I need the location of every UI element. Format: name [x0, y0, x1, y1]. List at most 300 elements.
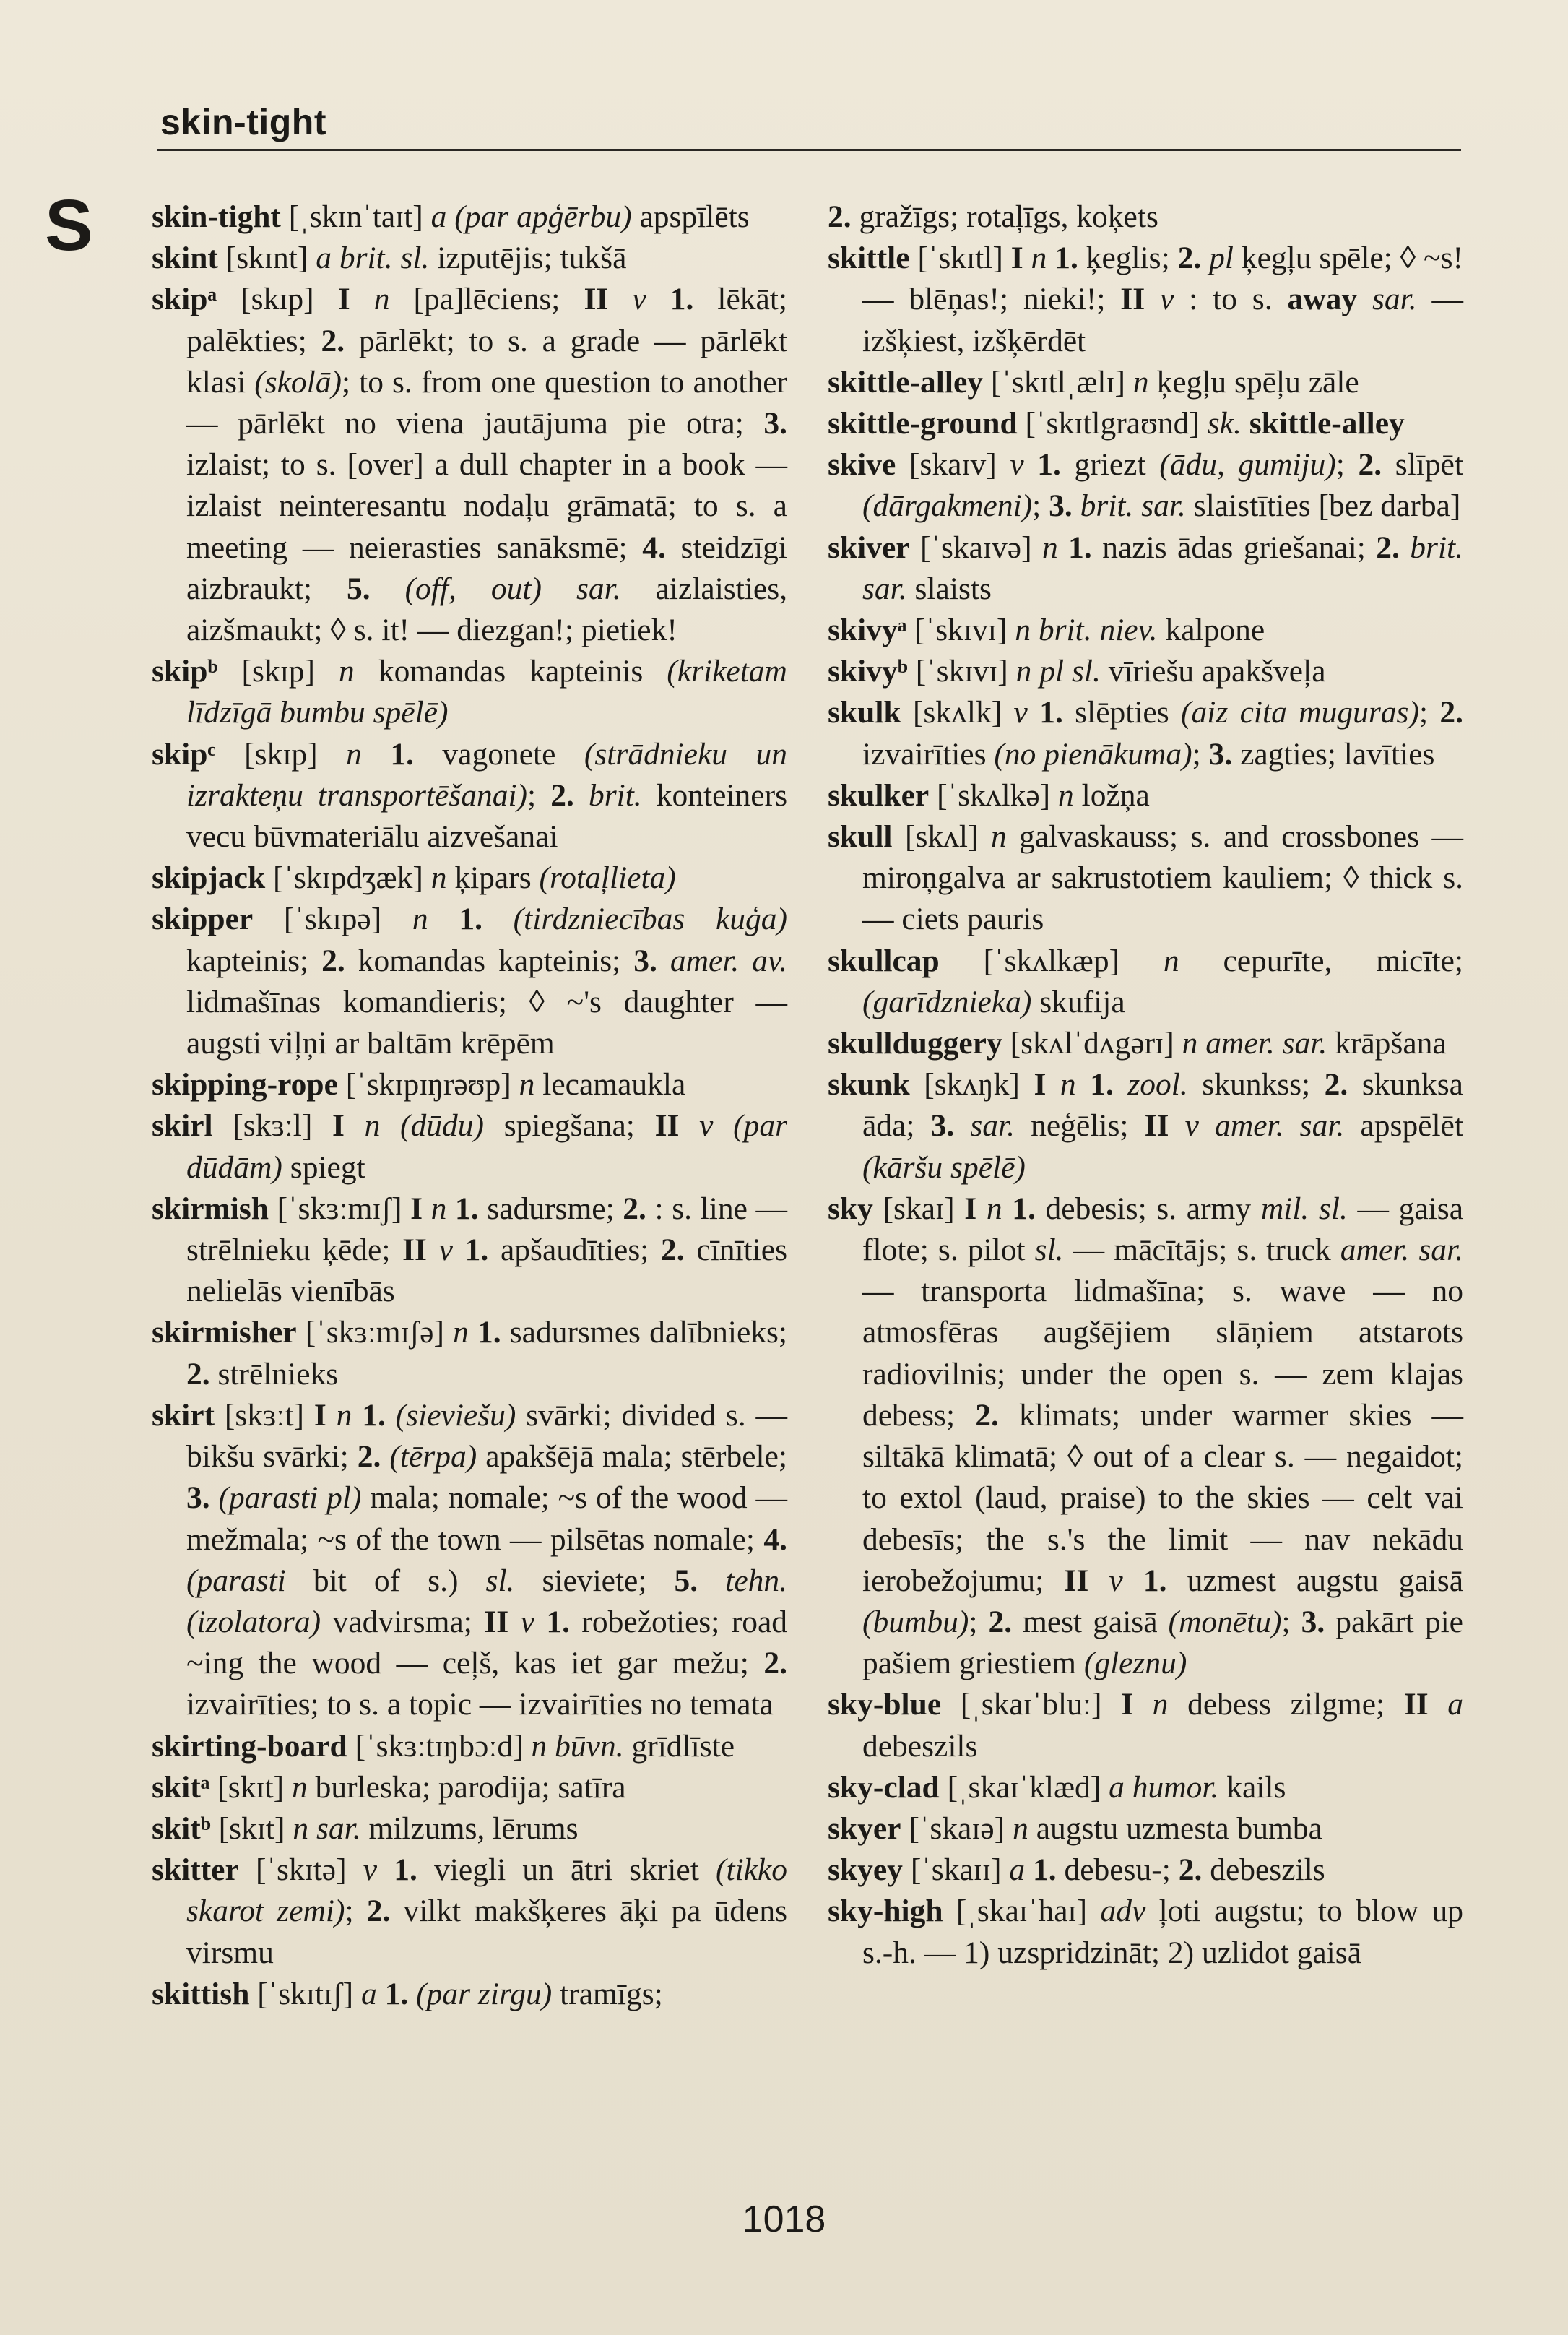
- left-column: [152, 197, 787, 2015]
- entry-text: brit. sar.: [862, 530, 1464, 606]
- entry-text: aizlaisties, aizšmaukt; ◊ s. it! — diezgan!; pietiek!: [186, 571, 788, 648]
- entry-text: v: [1013, 695, 1028, 730]
- entry-text: [skɪnt]: [217, 241, 316, 276]
- entry-text: [skʌl]: [892, 819, 991, 855]
- entry-text: 1.: [446, 1191, 479, 1226]
- entry-text: 2.: [1177, 241, 1202, 276]
- entry-text: lecamaukla: [534, 1067, 686, 1102]
- entry-text: [ˈskɪvɪ]: [906, 613, 1015, 648]
- entry-text: n: [1023, 241, 1047, 276]
- entry-text: kalpone: [1157, 613, 1265, 648]
- entry-text: debeszils: [862, 1728, 978, 1764]
- entry-text: 5.: [674, 1563, 698, 1598]
- entry-text: n brit. niev.: [1015, 613, 1158, 648]
- entry-text: zool.: [1113, 1067, 1188, 1102]
- entry-text: izvairīties; to s. a topic — izvairīties no temata: [186, 1687, 774, 1722]
- entry-text: a humor.: [1109, 1769, 1219, 1805]
- headword: skipjack: [152, 860, 266, 896]
- entry-text: slaistīties [bez darba]: [1185, 488, 1461, 524]
- entry-text: [ˈskɪtlgraʊnd]: [1017, 406, 1208, 441]
- entry-text: 1.: [428, 902, 482, 937]
- dictionary-entry: [152, 1850, 787, 1974]
- headword: skint: [152, 241, 218, 276]
- entry-text: mil. sl.: [1260, 1191, 1348, 1226]
- entry-text: [skɪt]: [209, 1769, 292, 1805]
- headword: skitᵇ: [152, 1810, 211, 1846]
- headword: sky-clad: [828, 1769, 940, 1805]
- entry-text: 3.: [763, 406, 787, 441]
- entry-text: ķipars: [446, 860, 540, 896]
- entry-text: 1.: [1023, 447, 1061, 483]
- entry-text: spiegt: [282, 1149, 365, 1185]
- entry-text: [skɪp]: [217, 282, 338, 317]
- headword: skiver: [828, 530, 910, 565]
- entry-text: 1.: [646, 282, 694, 317]
- entry-text: skunksa āda;: [862, 1067, 1463, 1144]
- entry-text: 1.: [452, 1233, 489, 1268]
- headword: skipper: [152, 902, 254, 937]
- entry-text: a: [361, 1976, 377, 2011]
- entry-text: v: [1010, 447, 1024, 483]
- entry-text: (monētu): [1168, 1604, 1282, 1639]
- entry-text: ķegļu spēļu zāle: [1148, 364, 1359, 400]
- entry-text: I: [313, 1397, 326, 1433]
- dictionary-entry: [152, 651, 787, 733]
- entry-text: bit of s.): [285, 1563, 486, 1598]
- entry-text: v: [1088, 1563, 1123, 1598]
- entry-text: pl: [1201, 241, 1234, 276]
- entry-text: [ˈskɪtɪʃ]: [249, 1976, 362, 2011]
- entry-text: 3.: [930, 1108, 955, 1144]
- entry-text: 2.: [1358, 447, 1382, 483]
- entry-text: steidzīgi aizbraukt;: [186, 530, 787, 606]
- entry-text: debesis; s. army: [1035, 1191, 1261, 1226]
- entry-text: slīpēt: [1382, 447, 1464, 483]
- entry-text: (dārgakmeni): [862, 488, 1033, 524]
- entry-text: n: [1132, 364, 1149, 400]
- dictionary-entry: [152, 197, 787, 238]
- headword: skullcap: [828, 943, 940, 978]
- entry-text: (ādu, gumiju): [1159, 447, 1336, 483]
- entry-text: n: [1046, 1067, 1076, 1102]
- entry-text: sar.: [1357, 282, 1417, 317]
- dictionary-entry: [828, 610, 1463, 651]
- dictionary-entry: [828, 1023, 1463, 1064]
- entry-text: v: [426, 1233, 453, 1268]
- dictionary-entry: [828, 197, 1463, 238]
- entry-text: 2.: [321, 323, 345, 358]
- section-letter: S: [45, 185, 93, 266]
- entry-text: amer. av.: [657, 943, 787, 978]
- headword: sky-high: [828, 1894, 943, 1929]
- entry-text: nazis ādas griešanai;: [1091, 530, 1377, 565]
- entry-text: skunkss;: [1187, 1067, 1325, 1102]
- entry-text: [skʌlˈdʌgərɪ]: [1002, 1026, 1182, 1061]
- entry-text: milzums, lērums: [360, 1810, 579, 1846]
- entry-text: apspīlēts: [631, 199, 750, 234]
- entry-text: tramīgs;: [552, 1976, 663, 2011]
- entry-text: [skɪp]: [217, 654, 339, 689]
- entry-text: [ˈskɪvɪ]: [907, 654, 1016, 689]
- headword: skirmisher: [152, 1315, 297, 1350]
- entry-text: augstu uzmesta bumba: [1028, 1810, 1322, 1846]
- entry-text: skufija: [1031, 984, 1125, 1019]
- entry-text: 1.: [376, 1976, 409, 2011]
- entry-text: izputējis; tukšā: [429, 241, 627, 276]
- entry-text: tehn. (izolatora): [186, 1563, 788, 1639]
- dictionary-entry: [828, 403, 1463, 444]
- entry-text: n: [423, 1191, 447, 1226]
- entry-text: 2.: [366, 1894, 391, 1929]
- entry-text: ķegļu spēle; ◊ ~s! — blēņas!; nieki!;: [862, 241, 1464, 317]
- dictionary-entry: [828, 816, 1463, 941]
- entry-text: sadursme;: [478, 1191, 623, 1226]
- entry-text: spiegšana;: [484, 1108, 655, 1144]
- dictionary-entry: [152, 1105, 787, 1188]
- dictionary-entry: [828, 238, 1463, 362]
- entry-text: n: [453, 1315, 469, 1350]
- headword: sky: [828, 1191, 873, 1226]
- entry-text: n: [430, 860, 447, 896]
- entry-text: v: [508, 1604, 534, 1639]
- entry-text: pārlēkt; to s. a grade — pārlēkt klasi: [186, 323, 787, 400]
- entry-text: zagties; lavīties: [1232, 736, 1435, 772]
- entry-text: sl.: [1034, 1233, 1064, 1268]
- entry-text: apspēlēt: [1344, 1108, 1463, 1144]
- entry-text: slēpties: [1062, 695, 1181, 730]
- entry-text: 1.: [468, 1315, 501, 1350]
- entry-text: 1.: [361, 736, 414, 772]
- entry-text: (bumbu): [862, 1604, 969, 1639]
- entry-text: [ˈskɜːmɪʃə]: [296, 1315, 454, 1350]
- entry-text: n: [1013, 1810, 1028, 1846]
- entry-text: 1.: [1025, 1852, 1057, 1888]
- dictionary-entry: [828, 1188, 1463, 1684]
- entry-text: I: [1010, 241, 1023, 276]
- entry-text: a (par apģērbu): [430, 199, 632, 234]
- entry-text: (no pienākuma): [994, 736, 1192, 772]
- entry-text: 2.: [975, 1397, 999, 1433]
- entry-text: II: [1120, 282, 1145, 317]
- entry-text: [ˌskɪnˈtaɪt]: [280, 199, 431, 234]
- entry-text: ; to s. from one question to another — pārlēkt no viena jautājuma pie otra;: [186, 364, 787, 441]
- dictionary-entry: [152, 238, 787, 279]
- entry-text: ;: [1192, 736, 1209, 772]
- dictionary-entry: [152, 1064, 787, 1105]
- entry-text: [skaɪ]: [872, 1191, 965, 1226]
- entry-text: II: [402, 1233, 427, 1268]
- entry-text: away: [1287, 282, 1358, 317]
- entry-text: vīriešu apakšveļa: [1100, 654, 1326, 689]
- entry-text: sk.: [1207, 406, 1242, 441]
- entry-text: 2.: [321, 943, 345, 978]
- entry-text: [skaɪv]: [896, 447, 1010, 483]
- entry-text: n: [990, 819, 1007, 855]
- entry-text: ķeglis;: [1078, 241, 1178, 276]
- entry-text: I: [1121, 1687, 1134, 1722]
- dictionary-entry: [828, 1808, 1463, 1850]
- dictionary-entry: [152, 899, 787, 1064]
- entry-text: vilkt makšķeres āķi pa ūdens virsmu: [186, 1894, 787, 1970]
- entry-text: mala; nomale; ~s of the wood — mežmala; ~s of the town — pilsētas nomale;: [186, 1480, 787, 1557]
- entry-text: [ˈskɪtl]: [909, 241, 1011, 276]
- entry-text: 2.: [828, 199, 852, 234]
- entry-text: I: [410, 1191, 423, 1226]
- entry-text: 3.: [633, 943, 657, 978]
- entry-text: II: [484, 1604, 509, 1639]
- entry-text: v: [1145, 282, 1174, 317]
- entry-text: svārki; divided s. — bikšu svārki;: [186, 1397, 787, 1475]
- headword: skirting-board: [152, 1728, 347, 1764]
- entry-text: (tirdzniecības kuģa): [482, 902, 788, 937]
- entry-text: v (par dūdām): [186, 1108, 787, 1185]
- entry-text: sar.: [954, 1108, 1015, 1144]
- headword: skullduggery: [828, 1026, 1002, 1061]
- entry-text: sieviete;: [514, 1563, 675, 1598]
- entry-text: : s. line — strēlnieku ķēde;: [186, 1191, 788, 1268]
- entry-text: debeszils: [1202, 1852, 1325, 1888]
- entry-text: 3.: [1208, 736, 1233, 772]
- dictionary-entry: [828, 1064, 1463, 1188]
- entry-text: II: [584, 282, 609, 317]
- entry-text: — transporta lidmašīna; s. wave — no atmosfēras augšējiem slāņiem atstarots radiovilnis; under the open s. — zem klajas debess;: [862, 1274, 1463, 1433]
- entry-text: viegli un ātri skriet: [417, 1852, 716, 1888]
- headword: skunk: [828, 1067, 910, 1102]
- entry-text: komandas kapteinis;: [345, 943, 634, 978]
- entry-text: n: [326, 1397, 352, 1433]
- entry-text: [ˈskɜːmɪʃ]: [268, 1191, 411, 1226]
- entry-text: n: [350, 282, 390, 317]
- entry-text: ;: [345, 1894, 367, 1929]
- entry-text: 1.: [377, 1852, 417, 1888]
- entry-text: [ˌskaɪˈhaɪ]: [943, 1894, 1101, 1929]
- entry-text: — gaisa flote; s. pilot: [862, 1191, 1464, 1268]
- entry-text: [ˈskɪpdʒæk]: [265, 860, 431, 896]
- entry-text: — mācītājs; s. truck: [1063, 1233, 1340, 1268]
- entry-text: [skɪp]: [215, 736, 347, 772]
- entry-text: lidmašīnas komandieris; ◊ ~'s daughter — augsti viļņi ar baltām krēpēm: [186, 984, 787, 1061]
- entry-text: II: [1403, 1687, 1429, 1722]
- entry-text: ;: [1418, 695, 1440, 730]
- entry-text: brit. sar.: [1072, 488, 1186, 524]
- headword: skin-tight: [152, 199, 281, 234]
- entry-text: n: [976, 1191, 1002, 1226]
- entry-text: n: [519, 1067, 535, 1102]
- entry-text: n amer. sar.: [1182, 1026, 1327, 1061]
- headword: skitᵃ: [152, 1769, 210, 1805]
- entry-text: [ˈskaɪə]: [901, 1810, 1013, 1846]
- dictionary-entry: [152, 279, 787, 651]
- entry-text: I: [337, 282, 350, 317]
- headword: skipping-rope: [152, 1067, 338, 1102]
- entry-text: n būvn.: [531, 1728, 624, 1764]
- entry-text: brit.: [573, 777, 642, 813]
- entry-text: (garīdznieka): [862, 984, 1032, 1019]
- headword: skull: [828, 819, 893, 855]
- entry-text: neģēlis;: [1015, 1108, 1145, 1144]
- entry-text: ;: [527, 777, 551, 813]
- entry-text: vadvirsma;: [321, 1604, 485, 1639]
- entry-text: (strādnieku un izrakteņu transportēšanai): [186, 736, 787, 813]
- dictionary-entry: [828, 1850, 1463, 1891]
- entry-text: II: [1144, 1108, 1169, 1144]
- headword: skirl: [152, 1108, 213, 1144]
- headword: sky-blue: [828, 1687, 942, 1722]
- entry-text: krāpšana: [1327, 1026, 1447, 1061]
- entry-text: 1.: [1047, 241, 1078, 276]
- dictionary-entry: [152, 1312, 787, 1394]
- entry-text: (rotaļlieta): [539, 860, 676, 896]
- entry-text: II: [1064, 1563, 1089, 1598]
- dictionary-entry: [828, 941, 1463, 1023]
- entry-text: [ˈskaɪɪ]: [902, 1852, 1010, 1888]
- entry-text: amer. sar.: [1340, 1233, 1463, 1268]
- headword: skulk: [828, 695, 901, 730]
- headword: skittle-ground: [828, 406, 1018, 441]
- entry-text: 4.: [642, 530, 666, 565]
- entry-text: [ˌskaɪˈbluː]: [941, 1687, 1122, 1722]
- entry-text: (skolā): [254, 364, 342, 400]
- entry-text: 1.: [1122, 1563, 1167, 1598]
- entry-text: burleska; parodija; satīra: [307, 1769, 626, 1805]
- entry-text: izlaist; to s. [over] a dull chapter in a book — izlaist neinteresantu nodaļu grāmatā; to s. a meeting — neierasties sanāksmē;: [186, 447, 787, 565]
- dictionary-entry: [828, 362, 1463, 403]
- entry-text: n: [1058, 777, 1074, 813]
- headword: skittle: [828, 241, 910, 276]
- dictionary-entry: [828, 775, 1463, 816]
- entry-text: 2.: [988, 1604, 1013, 1639]
- entry-text: a: [1009, 1852, 1026, 1888]
- entry-text: 2.: [623, 1191, 646, 1226]
- entry-text: (tikko skarot zemi): [186, 1852, 787, 1929]
- entry-text: [skɜːt]: [215, 1397, 314, 1433]
- entry-text: a brit. sl.: [316, 241, 430, 276]
- dictionary-entry: [152, 1767, 787, 1808]
- entry-text: 1.: [1075, 1067, 1114, 1102]
- entry-text: [skɜːl]: [212, 1108, 333, 1144]
- header-rule: [157, 149, 1461, 151]
- headword: skivyᵃ: [828, 613, 907, 648]
- entry-text: strēlnieks: [209, 1356, 339, 1391]
- entry-text: [pa]lēciens;: [389, 282, 584, 317]
- entry-text: 3.: [1301, 1604, 1325, 1639]
- entry-text: (par zirgu): [408, 1976, 553, 2011]
- entry-text: (kāršu spēlē): [862, 1149, 1026, 1185]
- headword: skipᵃ: [152, 282, 217, 317]
- entry-text: (off, out) sar.: [370, 571, 621, 606]
- entry-text: I: [1034, 1067, 1047, 1102]
- entry-text: ;: [969, 1604, 989, 1639]
- entry-text: n: [412, 902, 428, 937]
- entry-text: slaists: [906, 571, 992, 606]
- entry-text: (kriketam līdzīgā bumbu spēlē): [186, 654, 787, 730]
- entry-text: galvaskauss; s. and crossbones — miroņgalva ar sakrustotiem kauliem; ◊ thick s. — ciets pauris: [862, 819, 1463, 937]
- dictionary-entry: [828, 1684, 1463, 1766]
- headword: skyey: [828, 1852, 903, 1888]
- entry-text: 2.: [763, 1646, 787, 1681]
- entry-text: v: [363, 1852, 378, 1888]
- entry-text: ļoti augstu; to blow up s.-h. — 1) uzspridzināt; 2) uzlidot gaisā: [862, 1894, 1463, 1970]
- dictionary-entry: [152, 1188, 787, 1313]
- entry-text: 1.: [352, 1397, 386, 1433]
- entry-text: debess zilgme;: [1168, 1687, 1404, 1722]
- entry-text: ;: [1335, 447, 1359, 483]
- entry-text: 2.: [550, 777, 574, 813]
- headword: skyer: [828, 1810, 901, 1846]
- dictionary-entry: [828, 1891, 1463, 1973]
- entry-text: 2.: [186, 1356, 210, 1391]
- entry-text: sadursmes dalībnieks;: [501, 1315, 788, 1350]
- entry-text: gražīgs; rotaļīgs, koķets: [851, 199, 1158, 234]
- entry-text: apšaudīties;: [488, 1233, 662, 1268]
- entry-text: [skʌŋk]: [909, 1067, 1034, 1102]
- entry-text: grīdlīste: [623, 1728, 735, 1764]
- entry-text: n: [339, 654, 355, 689]
- dictionary-entry: [828, 692, 1463, 774]
- dictionary-entry: [152, 1726, 787, 1767]
- entry-text: [skɪt]: [210, 1810, 293, 1846]
- entry-text: debesu-;: [1056, 1852, 1179, 1888]
- headword: skittle-alley: [1241, 406, 1405, 441]
- headword: skittle-alley: [828, 364, 984, 400]
- entry-text: 1.: [1002, 1191, 1036, 1226]
- entry-text: 4.: [763, 1522, 787, 1557]
- entry-text: 2.: [661, 1233, 685, 1268]
- entry-text: [ˈskɪtə]: [238, 1852, 363, 1888]
- entry-text: 2.: [1324, 1067, 1348, 1102]
- entry-text: n pl sl.: [1015, 654, 1101, 689]
- entry-text: I: [332, 1108, 345, 1144]
- entry-text: [skʌlk]: [901, 695, 1014, 730]
- headword: skitter: [152, 1852, 239, 1888]
- entry-text: n sar.: [293, 1810, 361, 1846]
- entry-text: komandas kapteinis: [354, 654, 667, 689]
- dictionary-entry: [152, 1974, 787, 2015]
- entry-text: adv: [1100, 1894, 1146, 1929]
- entry-text: 2.: [1376, 530, 1400, 565]
- entry-text: 2.: [357, 1439, 381, 1475]
- entry-text: a: [1428, 1687, 1464, 1722]
- entry-text: izvairīties: [862, 736, 995, 772]
- dictionary-entry: [152, 734, 787, 858]
- dictionary-entry: [828, 1767, 1463, 1808]
- entry-text: [ˈskɜːtɪŋbɔːd]: [347, 1728, 532, 1764]
- headword: skittish: [152, 1976, 250, 2011]
- entry-text: kails: [1218, 1769, 1286, 1805]
- running-head: skin-tight: [160, 102, 326, 142]
- entry-text: (parasti: [186, 1563, 286, 1598]
- entry-text: klimats; under warmer skies — siltākā klimatā; ◊ out of a clear s. — negaidot; to extol (laud, praise) to the skies — celt vai debesīs; the s.'s the limit — nav nekādu ierobežojumu;: [862, 1397, 1463, 1598]
- entry-text: (aiz cita muguras): [1181, 695, 1419, 730]
- entry-text: robežoties; road ~ing the wood — ceļš, kas iet gar mežu;: [186, 1604, 788, 1681]
- headword: skive: [828, 447, 896, 483]
- headword: skivyᵇ: [828, 654, 908, 689]
- entry-text: n: [346, 736, 362, 772]
- entry-text: — izšķiest, izšķērdēt: [862, 282, 1463, 358]
- entry-text: pakārt pie pašiem griestiem: [862, 1604, 1463, 1681]
- entry-text: [ˈskɪpɪŋrəʊp]: [337, 1067, 519, 1102]
- entry-text: v amer. sar.: [1169, 1108, 1345, 1144]
- headword: skulker: [828, 777, 930, 813]
- dictionary-entry: [828, 527, 1463, 610]
- entry-text: II: [654, 1108, 680, 1144]
- dictionary-entry: [152, 1395, 787, 1726]
- entry-text: mest gaisā: [1012, 1604, 1169, 1639]
- entry-text: cīnīties nelielās vienībās: [186, 1233, 787, 1309]
- entry-text: n: [1133, 1687, 1169, 1722]
- entry-text: 1.: [1057, 530, 1092, 565]
- dictionary-entry: [828, 651, 1463, 692]
